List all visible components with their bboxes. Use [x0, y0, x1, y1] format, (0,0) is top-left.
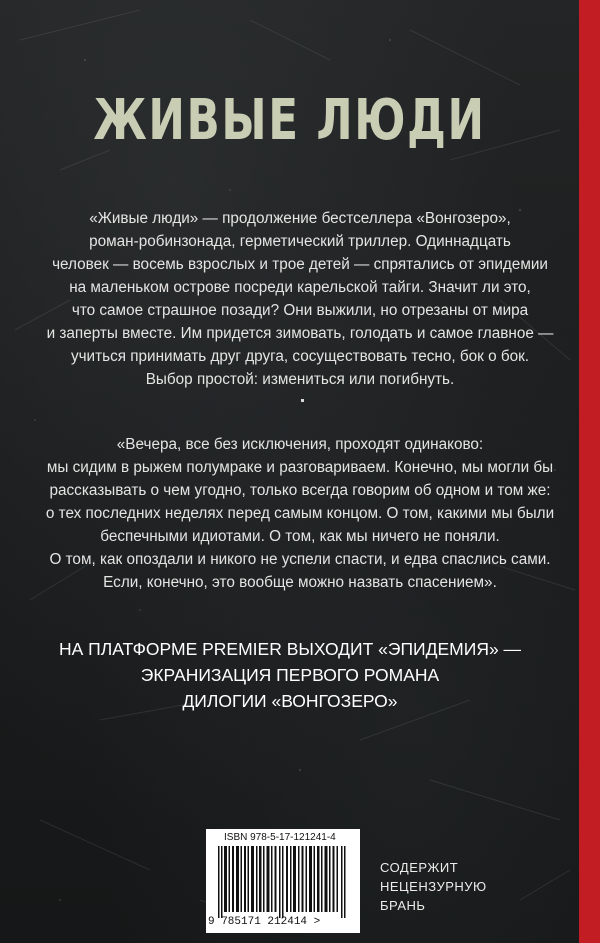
- quote-line: рассказывать о чем угодно, только всегда говорим об одном и том же:: [49, 482, 551, 499]
- blurb-line: что самое страшное позади? Они выжили, но отрезаны от мира: [71, 302, 529, 319]
- quote-line: О том, как опоздали и никого не успели спасти, и едва спаслись сами.: [49, 551, 551, 568]
- book-title: ЖИВЫЕ ЛЮДИ: [93, 88, 486, 153]
- warning-line: БРАНЬ: [380, 898, 426, 913]
- blurb-line: Выбор простой: измениться или погибнуть.: [145, 371, 455, 388]
- blurb-line: и заперты вместе. Им придется зимовать, голодать и самое главное —: [46, 325, 554, 342]
- separator-dot: [301, 399, 304, 402]
- isbn-barcode: [206, 829, 360, 933]
- promo-line: ЭКРАНИЗАЦИЯ ПЕРВОГО РОМАНА: [140, 665, 440, 685]
- quote-line: о тех последних неделях перед самым концом. О том, какими мы были: [45, 505, 555, 522]
- isbn-label: ISBN 978-5-17-121241-4: [224, 832, 336, 843]
- barcode-bars: [216, 846, 350, 918]
- blurb-line: роман-робинзонада, герметический триллер. Одиннадцать: [89, 233, 511, 250]
- blurb-line: на маленьком острове посреди карельской тайги. Значит ли это,: [69, 279, 531, 296]
- book-quote: [40, 433, 560, 594]
- quote-line: «Вечера, все без исключения, проходят одинаково:: [116, 436, 484, 453]
- red-spine-edge: [579, 0, 600, 943]
- promo-announcement: [20, 636, 560, 714]
- promo-line: НА ПЛАТФОРМЕ PREMIER ВЫХОДИТ «ЭПИДЕМИЯ» —: [58, 639, 522, 659]
- warning-line: СОДЕРЖИТ: [380, 860, 459, 875]
- quote-line: беспечными идиотами. О том, как мы ничего не поняли.: [100, 528, 500, 545]
- book-blurb: [40, 207, 560, 391]
- quote-line: Если, конечно, это вообще можно назвать спасением».: [103, 574, 497, 591]
- quote-line: мы сидим в рыжем полумраке и разговариваем. Конечно, мы могли бы: [46, 459, 554, 476]
- promo-line: ДИЛОГИИ «ВОНГОЗЕРО»: [182, 691, 398, 711]
- ean-digits: 9 785171 212414 >: [208, 916, 321, 928]
- content-warning: [380, 858, 487, 915]
- blurb-line: человек — восемь взрослых и трое детей — спрятались от эпидемии: [52, 256, 548, 273]
- blurb-line: «Живые люди» — продолжение бестселлера «Вонгозеро»,: [89, 210, 511, 227]
- blurb-line: учиться принимать друг друга, сосуществовать тесно, бок о бок.: [70, 348, 530, 365]
- warning-line: НЕЦЕНЗУРНУЮ: [380, 879, 487, 894]
